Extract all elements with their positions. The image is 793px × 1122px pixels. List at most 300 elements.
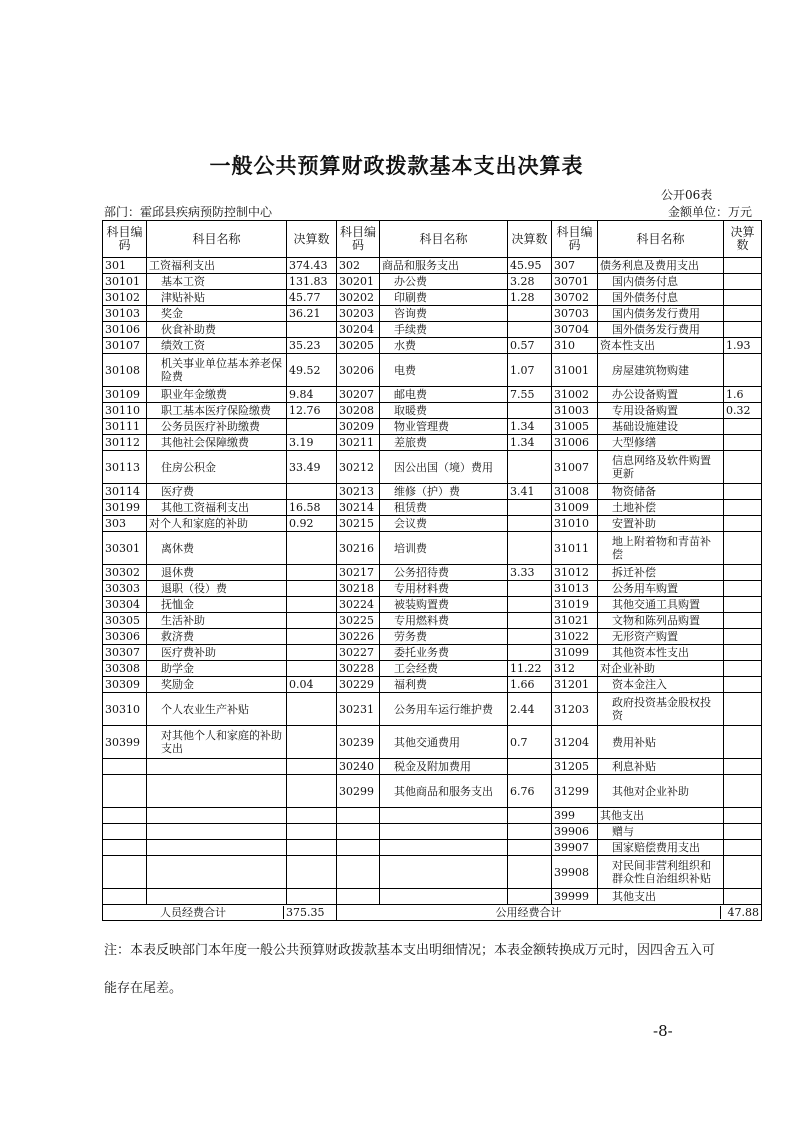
table-row bbox=[103, 597, 762, 613]
amount-cell bbox=[508, 322, 552, 338]
table-row bbox=[103, 435, 762, 451]
subject-name-cell: 福利费 bbox=[380, 677, 508, 693]
amount-cell bbox=[724, 435, 762, 451]
amount-cell bbox=[287, 322, 337, 338]
subject-code-cell: 39908 bbox=[552, 856, 598, 889]
amount-cell bbox=[287, 613, 337, 629]
subject-code-cell: 31204 bbox=[552, 726, 598, 759]
subject-name-cell: 资本性支出 bbox=[598, 338, 724, 354]
subject-code-cell: 30703 bbox=[552, 306, 598, 322]
amount-cell: 0.32 bbox=[724, 403, 762, 419]
amount-cell: 3.19 bbox=[287, 435, 337, 451]
amount-cell: 0.7 bbox=[508, 726, 552, 759]
table-row bbox=[103, 613, 762, 629]
amount-cell bbox=[287, 856, 337, 889]
header-amount: 决算数 bbox=[724, 221, 762, 258]
subject-code-cell: 30302 bbox=[103, 565, 147, 581]
amount-cell: 1.28 bbox=[508, 290, 552, 306]
subject-code-cell: 30239 bbox=[337, 726, 380, 759]
subject-code-cell: 30308 bbox=[103, 661, 147, 677]
subject-name-cell: 水费 bbox=[380, 338, 508, 354]
subject-code-cell: 31205 bbox=[552, 759, 598, 775]
table-row bbox=[103, 565, 762, 581]
subject-code-cell: 31002 bbox=[552, 387, 598, 403]
subject-code-cell: 31021 bbox=[552, 613, 598, 629]
amount-cell: 3.41 bbox=[508, 484, 552, 500]
subject-name-cell: 劳务费 bbox=[380, 629, 508, 645]
subject-name-cell: 办公费 bbox=[380, 274, 508, 290]
subject-name-cell: 职工基本医疗保险缴费 bbox=[147, 403, 287, 419]
page-number: -8- bbox=[653, 1022, 673, 1040]
subject-code-cell: 30108 bbox=[103, 354, 147, 387]
subject-name-cell: 大型修缮 bbox=[598, 435, 724, 451]
subject-name-cell: 资本金注入 bbox=[598, 677, 724, 693]
subject-code-cell: 30224 bbox=[337, 597, 380, 613]
subject-code-cell: 30702 bbox=[552, 290, 598, 306]
subject-code-cell: 30211 bbox=[337, 435, 380, 451]
amount-cell bbox=[287, 661, 337, 677]
amount-cell bbox=[508, 856, 552, 889]
subject-name-cell: 专用材料费 bbox=[380, 581, 508, 597]
table-row bbox=[103, 775, 762, 808]
amount-cell bbox=[724, 322, 762, 338]
subject-name-cell: 工会经费 bbox=[380, 661, 508, 677]
subject-code-cell: 31299 bbox=[552, 775, 598, 808]
amount-cell bbox=[287, 759, 337, 775]
subject-code-cell bbox=[337, 889, 380, 905]
amount-cell bbox=[287, 775, 337, 808]
amount-cell: 131.83 bbox=[287, 274, 337, 290]
amount-cell: 49.52 bbox=[287, 354, 337, 387]
subject-code-cell: 30217 bbox=[337, 565, 380, 581]
table-row bbox=[103, 661, 762, 677]
subject-name-cell: 土地补偿 bbox=[598, 500, 724, 516]
amount-cell: 12.76 bbox=[287, 403, 337, 419]
header-name: 科目名称 bbox=[598, 221, 724, 258]
subject-name-cell: 基础设施建设 bbox=[598, 419, 724, 435]
amount-cell bbox=[724, 354, 762, 387]
table-row bbox=[103, 258, 762, 274]
subject-code-cell: 30240 bbox=[337, 759, 380, 775]
table-row bbox=[103, 726, 762, 759]
amount-cell: 1.07 bbox=[508, 354, 552, 387]
table-row bbox=[103, 451, 762, 484]
subject-code-cell bbox=[103, 759, 147, 775]
personnel-total-cell bbox=[103, 905, 337, 921]
subject-name-cell: 国外债务发行费用 bbox=[598, 322, 724, 338]
amount-cell bbox=[724, 840, 762, 856]
subject-name-cell: 对企业补助 bbox=[598, 661, 724, 677]
header-name: 科目名称 bbox=[380, 221, 508, 258]
table-row bbox=[103, 274, 762, 290]
subject-name-cell bbox=[380, 856, 508, 889]
subject-name-cell: 地上附着物和青苗补偿 bbox=[598, 532, 724, 565]
subject-name-cell bbox=[147, 759, 287, 775]
amount-cell bbox=[287, 693, 337, 726]
amount-cell bbox=[724, 889, 762, 905]
subject-name-cell: 专用设备购置 bbox=[598, 403, 724, 419]
subject-name-cell: 医疗费补助 bbox=[147, 645, 287, 661]
amount-cell bbox=[287, 419, 337, 435]
amount-cell bbox=[287, 629, 337, 645]
amount-cell bbox=[508, 500, 552, 516]
subject-name-cell: 房屋建筑物购建 bbox=[598, 354, 724, 387]
subject-code-cell: 30309 bbox=[103, 677, 147, 693]
subject-name-cell: 其他交通费用 bbox=[380, 726, 508, 759]
subject-code-cell: 30103 bbox=[103, 306, 147, 322]
subject-name-cell: 助学金 bbox=[147, 661, 287, 677]
subject-code-cell: 303 bbox=[103, 516, 147, 532]
department-label: 部门：霍邱县疾病预防控制中心 bbox=[104, 205, 273, 219]
amount-cell bbox=[287, 484, 337, 500]
subject-name-cell: 医疗费 bbox=[147, 484, 287, 500]
subject-name-cell: 绩效工资 bbox=[147, 338, 287, 354]
subject-code-cell: 39906 bbox=[552, 824, 598, 840]
expenditure-table bbox=[102, 220, 762, 921]
amount-cell: 1.66 bbox=[508, 677, 552, 693]
table-row bbox=[103, 693, 762, 726]
subject-name-cell bbox=[147, 775, 287, 808]
subject-name-cell: 离休费 bbox=[147, 532, 287, 565]
subject-name-cell: 租赁费 bbox=[380, 500, 508, 516]
amount-cell: 3.33 bbox=[508, 565, 552, 581]
amount-cell: 16.58 bbox=[287, 500, 337, 516]
amount-cell: 35.23 bbox=[287, 338, 337, 354]
amount-cell bbox=[724, 484, 762, 500]
subject-name-cell: 专用燃料费 bbox=[380, 613, 508, 629]
subject-code-cell: 307 bbox=[552, 258, 598, 274]
amount-cell bbox=[724, 258, 762, 274]
subject-code-cell: 30704 bbox=[552, 322, 598, 338]
amount-cell bbox=[724, 274, 762, 290]
public-total-label: 公用经费合计 bbox=[495, 906, 562, 919]
subject-code-cell: 30114 bbox=[103, 484, 147, 500]
personnel-total-value: 375.35 bbox=[283, 906, 336, 919]
subject-name-cell: 其他社会保障缴费 bbox=[147, 435, 287, 451]
table-row bbox=[103, 808, 762, 824]
subject-code-cell: 30299 bbox=[337, 775, 380, 808]
amount-cell bbox=[724, 532, 762, 565]
header-amount: 决算数 bbox=[287, 221, 337, 258]
table-row bbox=[103, 290, 762, 306]
subject-code-cell: 30112 bbox=[103, 435, 147, 451]
form-number: 公开06表 bbox=[661, 188, 713, 202]
subject-code-cell: 30209 bbox=[337, 419, 380, 435]
amount-cell bbox=[724, 500, 762, 516]
subject-name-cell: 其他工资福利支出 bbox=[147, 500, 287, 516]
subject-code-cell: 30229 bbox=[337, 677, 380, 693]
amount-cell bbox=[508, 451, 552, 484]
amount-cell: 374.43 bbox=[287, 258, 337, 274]
subject-code-cell: 30310 bbox=[103, 693, 147, 726]
amount-cell: 1.34 bbox=[508, 435, 552, 451]
subject-name-cell: 公务招待费 bbox=[380, 565, 508, 581]
subject-code-cell: 30228 bbox=[337, 661, 380, 677]
public-total-value: 47.88 bbox=[720, 906, 761, 919]
amount-cell bbox=[287, 565, 337, 581]
subject-code-cell: 30226 bbox=[337, 629, 380, 645]
table-row bbox=[103, 403, 762, 419]
subject-name-cell: 无形资产购置 bbox=[598, 629, 724, 645]
subject-name-cell: 公务用车购置 bbox=[598, 581, 724, 597]
table-row bbox=[103, 840, 762, 856]
document-title: 一般公共预算财政拨款基本支出决算表 bbox=[209, 153, 584, 178]
subject-name-cell: 住房公积金 bbox=[147, 451, 287, 484]
amount-cell bbox=[724, 516, 762, 532]
table-row bbox=[103, 516, 762, 532]
subject-name-cell: 对个人和家庭的补助 bbox=[147, 516, 287, 532]
table-row bbox=[103, 500, 762, 516]
public-total-cell bbox=[337, 905, 762, 921]
header-code: 科目编码 bbox=[337, 221, 380, 258]
subject-code-cell: 30109 bbox=[103, 387, 147, 403]
amount-cell bbox=[287, 581, 337, 597]
subject-code-cell: 31005 bbox=[552, 419, 598, 435]
subject-code-cell: 310 bbox=[552, 338, 598, 354]
amount-cell bbox=[724, 613, 762, 629]
subject-code-cell: 30113 bbox=[103, 451, 147, 484]
table-row bbox=[103, 322, 762, 338]
subject-name-cell: 税金及附加费用 bbox=[380, 759, 508, 775]
subject-code-cell bbox=[103, 856, 147, 889]
subject-code-cell bbox=[337, 840, 380, 856]
subject-name-cell: 退休费 bbox=[147, 565, 287, 581]
totals-row bbox=[103, 905, 762, 921]
subject-code-cell: 31011 bbox=[552, 532, 598, 565]
amount-cell bbox=[508, 840, 552, 856]
subject-code-cell: 30208 bbox=[337, 403, 380, 419]
subject-name-cell: 其他交通工具购置 bbox=[598, 597, 724, 613]
subject-name-cell: 政府投资基金股权投资 bbox=[598, 693, 724, 726]
subject-code-cell: 30101 bbox=[103, 274, 147, 290]
subject-name-cell: 救济费 bbox=[147, 629, 287, 645]
subject-code-cell: 30199 bbox=[103, 500, 147, 516]
amount-cell bbox=[508, 613, 552, 629]
subject-code-cell: 312 bbox=[552, 661, 598, 677]
amount-cell: 0.04 bbox=[287, 677, 337, 693]
subject-code-cell: 30218 bbox=[337, 581, 380, 597]
header-name: 科目名称 bbox=[147, 221, 287, 258]
amount-cell: 3.28 bbox=[508, 274, 552, 290]
table-header-row bbox=[103, 221, 762, 258]
subject-code-cell: 30305 bbox=[103, 613, 147, 629]
subject-code-cell: 30304 bbox=[103, 597, 147, 613]
subject-code-cell: 31013 bbox=[552, 581, 598, 597]
table-row bbox=[103, 532, 762, 565]
subject-code-cell bbox=[103, 808, 147, 824]
subject-name-cell: 对其他个人和家庭的补助支出 bbox=[147, 726, 287, 759]
subject-name-cell: 利息补贴 bbox=[598, 759, 724, 775]
subject-name-cell: 国内债务发行费用 bbox=[598, 306, 724, 322]
subject-name-cell bbox=[380, 808, 508, 824]
amount-cell: 45.95 bbox=[508, 258, 552, 274]
amount-cell bbox=[724, 290, 762, 306]
amount-cell: 1.93 bbox=[724, 338, 762, 354]
subject-name-cell: 取暖费 bbox=[380, 403, 508, 419]
amount-cell: 9.84 bbox=[287, 387, 337, 403]
amount-cell bbox=[724, 824, 762, 840]
subject-code-cell: 30307 bbox=[103, 645, 147, 661]
subject-name-cell: 印刷费 bbox=[380, 290, 508, 306]
amount-cell bbox=[724, 451, 762, 484]
subject-name-cell bbox=[147, 840, 287, 856]
subject-code-cell: 30212 bbox=[337, 451, 380, 484]
subject-code-cell: 31010 bbox=[552, 516, 598, 532]
subject-code-cell: 30701 bbox=[552, 274, 598, 290]
amount-cell bbox=[508, 808, 552, 824]
subject-name-cell: 国外债务付息 bbox=[598, 290, 724, 306]
subject-code-cell: 302 bbox=[337, 258, 380, 274]
amount-cell bbox=[287, 824, 337, 840]
subject-code-cell: 31022 bbox=[552, 629, 598, 645]
subject-name-cell: 其他商品和服务支出 bbox=[380, 775, 508, 808]
subject-code-cell: 301 bbox=[103, 258, 147, 274]
table-row bbox=[103, 856, 762, 889]
subject-name-cell: 物业管理费 bbox=[380, 419, 508, 435]
subject-code-cell: 39999 bbox=[552, 889, 598, 905]
amount-cell bbox=[724, 645, 762, 661]
amount-cell bbox=[287, 597, 337, 613]
subject-code-cell bbox=[103, 840, 147, 856]
subject-code-cell: 30107 bbox=[103, 338, 147, 354]
amount-cell bbox=[287, 645, 337, 661]
amount-cell: 0.92 bbox=[287, 516, 337, 532]
subject-code-cell: 30303 bbox=[103, 581, 147, 597]
subject-name-cell: 会议费 bbox=[380, 516, 508, 532]
subject-name-cell: 退职（役）费 bbox=[147, 581, 287, 597]
subject-code-cell: 31099 bbox=[552, 645, 598, 661]
table-row bbox=[103, 306, 762, 322]
amount-cell bbox=[287, 808, 337, 824]
subject-name-cell: 津贴补贴 bbox=[147, 290, 287, 306]
table-row bbox=[103, 824, 762, 840]
table-row bbox=[103, 759, 762, 775]
subject-name-cell: 拆迁补偿 bbox=[598, 565, 724, 581]
subject-name-cell: 其他支出 bbox=[598, 889, 724, 905]
amount-cell bbox=[724, 629, 762, 645]
header-amount: 决算数 bbox=[508, 221, 552, 258]
personnel-total-label: 人员经费合计 bbox=[160, 906, 226, 919]
amount-cell bbox=[508, 532, 552, 565]
subject-name-cell: 公务用车运行维护费 bbox=[380, 693, 508, 726]
subject-name-cell bbox=[380, 824, 508, 840]
subject-name-cell: 奖励金 bbox=[147, 677, 287, 693]
amount-cell bbox=[287, 532, 337, 565]
subject-name-cell: 职业年金缴费 bbox=[147, 387, 287, 403]
subject-code-cell: 39907 bbox=[552, 840, 598, 856]
subject-name-cell: 商品和服务支出 bbox=[380, 258, 508, 274]
subject-name-cell: 差旅费 bbox=[380, 435, 508, 451]
table-row bbox=[103, 484, 762, 500]
subject-code-cell: 30205 bbox=[337, 338, 380, 354]
subject-code-cell: 30204 bbox=[337, 322, 380, 338]
subject-name-cell: 赠与 bbox=[598, 824, 724, 840]
subject-name-cell: 对民间非营利组织和群众性自治组织补贴 bbox=[598, 856, 724, 889]
subject-name-cell: 公务员医疗补助缴费 bbox=[147, 419, 287, 435]
subject-code-cell: 30111 bbox=[103, 419, 147, 435]
table-row bbox=[103, 889, 762, 905]
subject-name-cell: 奖金 bbox=[147, 306, 287, 322]
subject-code-cell: 30306 bbox=[103, 629, 147, 645]
table-row bbox=[103, 645, 762, 661]
amount-cell bbox=[508, 597, 552, 613]
amount-cell bbox=[287, 726, 337, 759]
subject-name-cell: 物资储备 bbox=[598, 484, 724, 500]
subject-name-cell: 委托业务费 bbox=[380, 645, 508, 661]
subject-code-cell: 30110 bbox=[103, 403, 147, 419]
amount-cell bbox=[724, 759, 762, 775]
subject-code-cell bbox=[337, 824, 380, 840]
amount-cell: 2.44 bbox=[508, 693, 552, 726]
subject-code-cell: 30203 bbox=[337, 306, 380, 322]
subject-code-cell: 30227 bbox=[337, 645, 380, 661]
subject-code-cell: 30231 bbox=[337, 693, 380, 726]
header-code: 科目编码 bbox=[103, 221, 147, 258]
subject-name-cell: 抚恤金 bbox=[147, 597, 287, 613]
amount-cell: 36.21 bbox=[287, 306, 337, 322]
subject-name-cell: 国内债务付息 bbox=[598, 274, 724, 290]
subject-name-cell: 安置补助 bbox=[598, 516, 724, 532]
subject-code-cell: 30225 bbox=[337, 613, 380, 629]
subject-name-cell bbox=[147, 889, 287, 905]
subject-name-cell bbox=[380, 840, 508, 856]
amount-cell: 45.77 bbox=[287, 290, 337, 306]
subject-name-cell: 债务利息及费用支出 bbox=[598, 258, 724, 274]
subject-name-cell: 其他对企业补助 bbox=[598, 775, 724, 808]
table-row bbox=[103, 419, 762, 435]
subject-code-cell: 30207 bbox=[337, 387, 380, 403]
table-row bbox=[103, 387, 762, 403]
amount-cell bbox=[724, 565, 762, 581]
amount-cell bbox=[508, 824, 552, 840]
amount-cell bbox=[724, 597, 762, 613]
subject-name-cell: 培训费 bbox=[380, 532, 508, 565]
amount-cell bbox=[724, 726, 762, 759]
amount-cell bbox=[724, 775, 762, 808]
subject-code-cell: 31003 bbox=[552, 403, 598, 419]
amount-cell: 1.6 bbox=[724, 387, 762, 403]
amount-cell bbox=[724, 693, 762, 726]
table-row bbox=[103, 581, 762, 597]
subject-code-cell: 30202 bbox=[337, 290, 380, 306]
subject-code-cell: 31006 bbox=[552, 435, 598, 451]
amount-cell bbox=[508, 403, 552, 419]
subject-code-cell: 30301 bbox=[103, 532, 147, 565]
subject-code-cell: 30206 bbox=[337, 354, 380, 387]
table-row bbox=[103, 338, 762, 354]
subject-name-cell: 办公设备购置 bbox=[598, 387, 724, 403]
subject-name-cell: 机关事业单位基本养老保险费 bbox=[147, 354, 287, 387]
subject-name-cell: 文物和陈列品购置 bbox=[598, 613, 724, 629]
subject-code-cell: 399 bbox=[552, 808, 598, 824]
subject-code-cell bbox=[337, 856, 380, 889]
subject-name-cell: 维修（护）费 bbox=[380, 484, 508, 500]
amount-cell bbox=[724, 677, 762, 693]
unit-label: 金额单位：万元 bbox=[668, 205, 753, 219]
subject-code-cell bbox=[103, 775, 147, 808]
amount-cell bbox=[724, 306, 762, 322]
amount-cell: 7.55 bbox=[508, 387, 552, 403]
subject-code-cell: 31019 bbox=[552, 597, 598, 613]
subject-code-cell: 30106 bbox=[103, 322, 147, 338]
amount-cell bbox=[724, 856, 762, 889]
amount-cell bbox=[508, 581, 552, 597]
amount-cell bbox=[508, 629, 552, 645]
subject-code-cell: 30399 bbox=[103, 726, 147, 759]
subject-code-cell: 31201 bbox=[552, 677, 598, 693]
footnote: 注：本表反映部门本年度一般公共预算财政拨款基本支出明细情况；本表金额转换成万元时，因四舍五入可能存在尾差。 bbox=[104, 943, 716, 996]
subject-name-cell: 个人农业生产补贴 bbox=[147, 693, 287, 726]
